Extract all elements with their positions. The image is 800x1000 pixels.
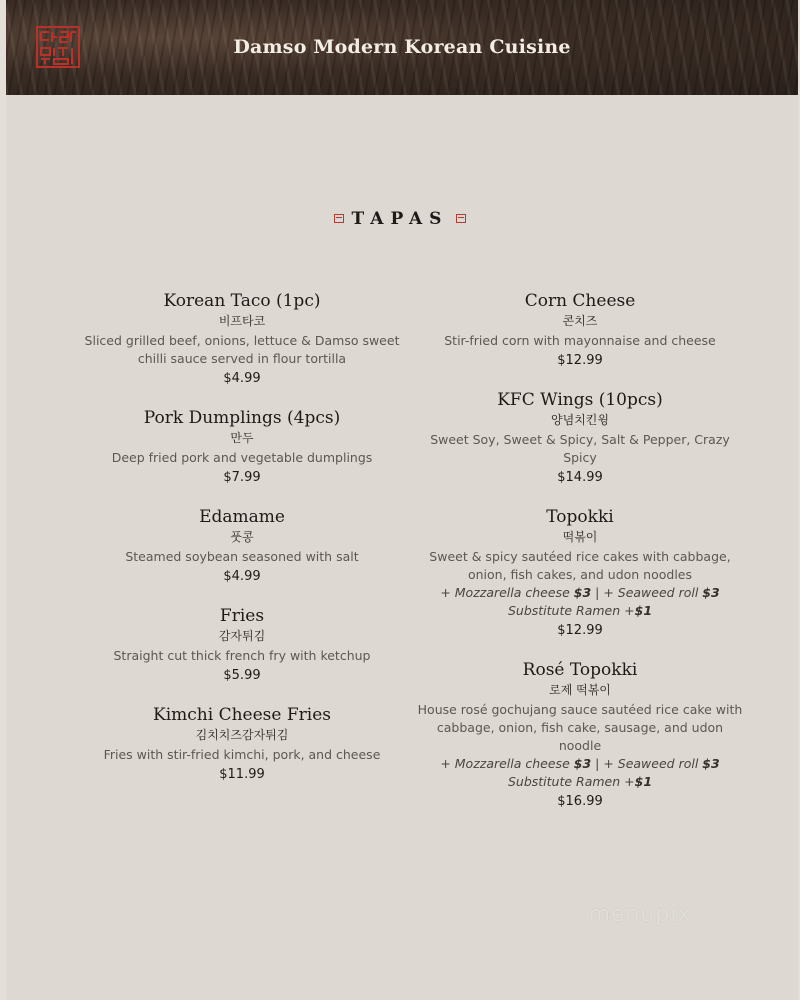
item-description: Sweet Soy, Sweet & Spicy, Salt & Pepper, Crazy Spicy xyxy=(430,432,730,465)
menu-column-left xyxy=(77,290,407,803)
item-description: Fries with stir-fried kimchi, pork, and cheese xyxy=(103,747,381,762)
item-korean-name: 양념치킨윙 xyxy=(551,413,609,427)
item-name: Fries xyxy=(219,606,265,626)
menu-column-right xyxy=(415,290,745,830)
item-korean-name: 떡볶이 xyxy=(562,530,598,544)
item-addons xyxy=(415,755,745,773)
item-name: Kimchi Cheese Fries xyxy=(153,705,331,725)
addon-seaweed-label: + Seaweed roll xyxy=(603,585,703,600)
item-price: $16.99 xyxy=(557,794,603,809)
item-name: Pork Dumplings (4pcs) xyxy=(143,408,341,428)
section-title: TAPAS xyxy=(351,209,449,229)
item-price: $4.99 xyxy=(223,569,261,584)
item-korean-name: 김치치즈감자튀김 xyxy=(195,728,289,742)
item-price: $12.99 xyxy=(557,353,603,368)
item-substitute xyxy=(415,602,745,620)
item-name: Edamame xyxy=(199,507,285,527)
item-korean-name: 비프타코 xyxy=(218,314,266,328)
item-description: Steamed soybean seasoned with salt xyxy=(125,549,359,564)
item-name: Topokki xyxy=(546,507,614,527)
ornament-left-icon xyxy=(334,214,344,223)
item-price: $11.99 xyxy=(219,767,265,782)
restaurant-title: Damso Modern Korean Cuisine xyxy=(233,36,571,58)
menu-item xyxy=(415,389,745,488)
item-description: Deep fried pork and vegetable dumplings xyxy=(111,450,373,465)
addon-seaweed-label: + Seaweed roll xyxy=(603,756,703,771)
substitute-ramen-label: Substitute Ramen + xyxy=(507,774,635,789)
menu-item xyxy=(415,290,745,371)
addon-separator: | xyxy=(591,585,604,600)
menu-item xyxy=(415,659,745,812)
menu-item xyxy=(77,407,407,488)
menu-item xyxy=(415,506,745,641)
item-description: Sliced grilled beef, onions, lettuce & Damso sweet chilli sauce served in flour tortilla xyxy=(84,333,400,366)
addon-mozzarella-price: $3 xyxy=(573,585,592,600)
item-korean-name: 콘치즈 xyxy=(562,314,598,328)
item-price: $14.99 xyxy=(557,470,603,485)
item-price: $7.99 xyxy=(223,470,261,485)
substitute-ramen-price: $1 xyxy=(634,774,653,789)
item-name: Rosé Topokki xyxy=(522,660,638,680)
item-substitute xyxy=(415,773,745,791)
item-name: Corn Cheese xyxy=(524,291,636,311)
menu-item xyxy=(77,704,407,785)
item-korean-name: 감자튀김 xyxy=(218,629,266,643)
addon-mozzarella-label: + Mozzarella cheese xyxy=(440,585,574,600)
item-description: House rosé gochujang sauce sautéed rice cake with cabbage, onion, fish cake, sausage, and udon noodle xyxy=(417,702,743,753)
addon-separator: | xyxy=(591,756,604,771)
item-korean-name: 만두 xyxy=(230,431,254,445)
item-name: KFC Wings (10pcs) xyxy=(497,390,663,410)
ornament-right-icon xyxy=(456,214,466,223)
addon-seaweed-price: $3 xyxy=(702,756,720,771)
menu-item xyxy=(77,506,407,587)
item-price: $12.99 xyxy=(557,623,603,638)
item-addons xyxy=(415,584,745,602)
section-heading xyxy=(0,209,800,229)
menu-item xyxy=(77,605,407,686)
menu-item xyxy=(77,290,407,389)
header-banner xyxy=(6,0,798,95)
item-price: $4.99 xyxy=(223,371,261,386)
substitute-ramen-price: $1 xyxy=(634,603,653,618)
item-korean-name: 풋콩 xyxy=(230,530,254,544)
addon-seaweed-price: $3 xyxy=(702,585,720,600)
addon-mozzarella-label: + Mozzarella cheese xyxy=(440,756,574,771)
menupix-watermark: menupix xyxy=(588,902,692,927)
item-price: $5.99 xyxy=(223,668,261,683)
item-description: Straight cut thick french fry with ketchup xyxy=(113,648,371,663)
item-description: Stir-fried corn with mayonnaise and cheese xyxy=(444,333,716,348)
item-name: Korean Taco (1pc) xyxy=(163,291,321,311)
item-korean-name: 로제 떡볶이 xyxy=(549,683,611,697)
substitute-ramen-label: Substitute Ramen + xyxy=(507,603,635,618)
addon-mozzarella-price: $3 xyxy=(573,756,592,771)
item-description: Sweet & spicy sautéed rice cakes with cabbage, onion, fish cakes, and udon noodles xyxy=(429,549,731,582)
